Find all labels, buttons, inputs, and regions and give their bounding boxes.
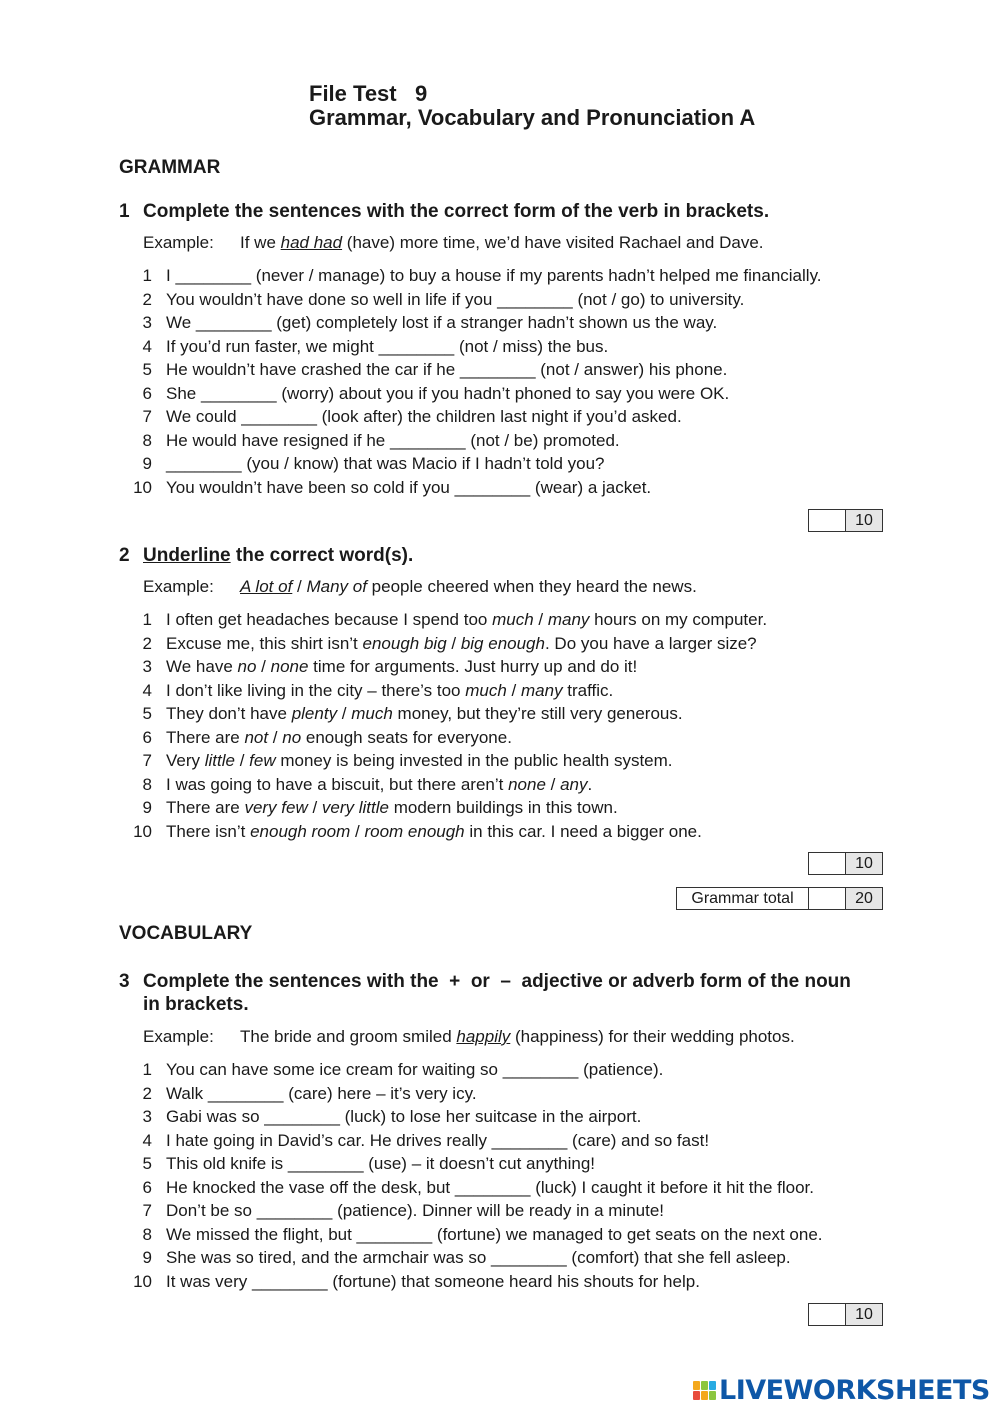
q2-option-separator: / <box>234 751 250 770</box>
q3-score-input[interactable] <box>809 1304 846 1325</box>
q1-item <box>130 405 822 429</box>
q1-example-label: Example: <box>143 233 214 252</box>
q2-option-a[interactable]: no <box>237 657 257 676</box>
q3-item <box>130 1129 823 1153</box>
q2-number: 2 <box>119 545 130 566</box>
grammar-total-max: 20 <box>846 888 882 909</box>
title-line-2: Grammar, Vocabulary and Pronunciation A <box>309 105 756 130</box>
grammar-total-box <box>676 887 883 910</box>
liveworksheets-wordmark: LIVEWORKSHEETS <box>719 1375 990 1406</box>
q2-option-a[interactable]: little <box>204 751 235 770</box>
q2-option-a[interactable]: enough big <box>362 633 447 653</box>
q2-item-post: time for arguments. Just hurry up and do it! <box>308 657 638 676</box>
logo-icon-tile <box>701 1391 708 1400</box>
q1-item-text[interactable]: You wouldn’t have been so cold if you ________ (wear) a jacket. <box>166 477 652 497</box>
q2-item-post: in this car. I need a bigger one. <box>464 821 702 841</box>
q2-item <box>130 702 767 726</box>
q3-item-number: 6 <box>142 1177 152 1197</box>
q2-item-list <box>130 608 767 843</box>
q3-item-text[interactable]: You can have some ice cream for waiting so ________ (patience). <box>166 1060 664 1079</box>
q2-item <box>130 632 767 656</box>
q2-item-number: 10 <box>133 821 152 841</box>
q2-item <box>130 726 767 750</box>
logo-icon-tile <box>693 1391 700 1400</box>
q3-item-text[interactable]: I hate going in David’s car. He drives really ________ (care) and so fast! <box>166 1130 710 1150</box>
q2-item-post: hours on my computer. <box>589 610 768 629</box>
q1-score-max: 10 <box>846 510 882 531</box>
q2-item-number: 3 <box>142 657 152 676</box>
q2-option-a[interactable]: much <box>492 610 534 629</box>
q3-item-text[interactable]: We missed the flight, but ________ (fortune) we managed to get seats on the next one. <box>166 1224 823 1244</box>
q2-item-pre: There are <box>166 727 245 747</box>
q3-item-list <box>130 1058 823 1293</box>
q1-item-number: 4 <box>142 336 152 356</box>
q3-item-number: 8 <box>142 1224 152 1244</box>
q1-item-text[interactable]: He would have resigned if he ________ (not / be) promoted. <box>166 430 620 450</box>
q2-item-post: enough seats for everyone. <box>301 727 512 747</box>
q2-option-separator: / <box>446 633 461 653</box>
logo-icon-tile <box>709 1381 716 1390</box>
q1-example-post: (have) more time, we’d have visited Rachael and Dave. <box>342 233 764 252</box>
logo-icon-tile <box>709 1391 716 1400</box>
q3-item-text[interactable]: Don’t be so ________ (patience). Dinner will be ready in a minute! <box>166 1201 665 1220</box>
q1-item-text[interactable]: We could ________ (look after) the children last night if you’d asked. <box>166 407 682 426</box>
q2-item-number: 8 <box>142 774 152 794</box>
q1-item-number: 2 <box>142 289 152 309</box>
q2-item-pre: Excuse me, this shirt isn’t <box>166 633 363 653</box>
q2-item-pre: They don’t have <box>166 704 292 723</box>
q3-item-text[interactable]: He knocked the vase off the desk, but ________ (luck) I caught it before it hit the floor. <box>166 1177 814 1197</box>
q1-item <box>130 311 822 335</box>
q2-option-separator: / <box>307 798 322 817</box>
q3-example-answer: happily <box>456 1027 511 1046</box>
q3-item-number: 7 <box>142 1201 152 1220</box>
q2-item-number: 7 <box>142 751 152 770</box>
q1-item <box>130 429 822 453</box>
q2-option-a[interactable]: very few <box>244 798 308 817</box>
q1-item-text[interactable]: He wouldn’t have crashed the car if he ________ (not / answer) his phone. <box>166 360 728 379</box>
q2-option-a[interactable]: not <box>244 727 269 747</box>
q2-option-b[interactable]: room enough <box>364 821 465 841</box>
q2-option-b[interactable]: many <box>521 680 563 700</box>
page-title <box>309 82 755 130</box>
q1-score-box <box>808 509 883 532</box>
q2-score-max: 10 <box>846 853 882 874</box>
q3-item-number: 1 <box>142 1060 152 1079</box>
q1-item-list <box>130 264 822 499</box>
q3-number: 3 <box>119 971 130 992</box>
q2-option-separator: / <box>337 704 352 723</box>
q2-item <box>130 820 767 844</box>
q3-item <box>130 1223 823 1247</box>
title-line-1: File Test 9 <box>309 81 428 106</box>
q1-item <box>130 335 822 359</box>
q3-item-text[interactable]: Walk ________ (care) here – it’s very icy. <box>166 1083 477 1103</box>
q3-score-max: 10 <box>846 1304 882 1325</box>
q2-instruction-underlined: Underline <box>143 545 231 566</box>
q2-item-number: 9 <box>142 798 152 817</box>
q3-item-text[interactable]: Gabi was so ________ (luck) to lose her suitcase in the airport. <box>166 1107 642 1126</box>
q1-item-number: 5 <box>142 360 152 379</box>
q1-item <box>130 452 822 476</box>
q2-option-separator: / <box>506 680 521 700</box>
q2-item <box>130 796 767 820</box>
q3-item <box>130 1082 823 1106</box>
q2-example-option-2: Many of <box>306 577 367 596</box>
q2-option-separator: / <box>350 821 365 841</box>
q3-example-label: Example: <box>143 1027 214 1046</box>
q1-item-number: 3 <box>142 313 152 332</box>
q2-item <box>130 749 767 773</box>
q2-option-b[interactable]: few <box>249 751 276 770</box>
q2-option-separator: / <box>545 774 561 794</box>
q1-item-number: 10 <box>133 477 152 497</box>
grammar-total-input[interactable] <box>809 888 846 909</box>
q2-example <box>143 577 697 597</box>
q3-item-text[interactable]: This old knife is ________ (use) – it doesn’t cut anything! <box>166 1154 596 1173</box>
q2-item-number: 6 <box>142 727 152 747</box>
q1-item-number: 8 <box>142 430 152 450</box>
q2-option-b[interactable]: any <box>560 774 588 794</box>
q2-example-label: Example: <box>143 577 214 596</box>
q3-item-number: 5 <box>142 1154 152 1173</box>
liveworksheets-icon <box>693 1381 716 1400</box>
logo-icon-tile <box>693 1381 700 1390</box>
q3-item-number: 9 <box>142 1248 152 1267</box>
q1-item-text[interactable]: She ________ (worry) about you if you hadn’t phoned to say you were OK. <box>166 383 730 403</box>
q2-item-post: traffic. <box>562 680 614 700</box>
q3-example-post: (happiness) for their wedding photos. <box>510 1027 795 1046</box>
q1-item-number: 1 <box>142 266 152 285</box>
q3-item <box>130 1152 823 1176</box>
q2-option-a[interactable]: plenty <box>291 704 338 723</box>
q2-score-input[interactable] <box>809 853 846 874</box>
q2-item-pre: I was going to have a biscuit, but there aren’t <box>166 774 509 794</box>
vocabulary-heading: VOCABULARY <box>119 923 253 944</box>
q2-item <box>130 608 767 632</box>
q2-item-post: modern buildings in this town. <box>388 798 618 817</box>
q3-item-text[interactable]: She was so tired, and the armchair was so ________ (comfort) that she fell asleep. <box>166 1248 791 1267</box>
q1-item <box>130 264 822 288</box>
q2-option-b[interactable]: many <box>547 610 590 629</box>
q3-item <box>130 1270 823 1294</box>
q2-option-b[interactable]: no <box>282 727 302 747</box>
q2-item <box>130 655 767 679</box>
q2-item-pre: There isn’t <box>166 821 251 841</box>
q2-item-post: . Do you have a larger size? <box>544 633 757 653</box>
q2-option-a[interactable]: enough room <box>250 821 351 841</box>
q2-score-box <box>808 852 883 875</box>
q1-item-text[interactable]: I ________ (never / manage) to buy a house if my parents hadn’t helped me financially. <box>166 266 822 285</box>
q1-item-text[interactable]: You wouldn’t have done so well in life if you ________ (not / go) to university. <box>166 289 745 309</box>
q2-item-pre: We have <box>166 657 238 676</box>
q2-item-pre: There are <box>166 798 245 817</box>
q2-option-separator: / <box>533 610 548 629</box>
q2-example-post: people cheered when they heard the news. <box>366 577 697 596</box>
q3-item <box>130 1058 823 1082</box>
q2-item-pre: I often get headaches because I spend too <box>166 610 493 629</box>
q3-item-number: 4 <box>142 1130 152 1150</box>
q3-instruction-text: Complete the sentences with the + or – adjective or adverb form of the noun in brackets. <box>143 971 857 1015</box>
q2-option-a[interactable]: none <box>508 774 546 794</box>
q2-item-number: 5 <box>142 704 152 723</box>
q3-item-number: 3 <box>142 1107 152 1126</box>
q2-item-number: 1 <box>142 610 152 629</box>
q3-item <box>130 1199 823 1223</box>
q1-example-pre: If we <box>240 233 281 252</box>
q3-example <box>143 1027 795 1047</box>
q1-number: 1 <box>119 201 130 222</box>
q3-item <box>130 1105 823 1129</box>
q1-item <box>130 358 822 382</box>
q1-item-number: 7 <box>142 407 152 426</box>
q1-item-number: 6 <box>142 383 152 403</box>
q1-item <box>130 382 822 406</box>
q1-instruction-text: Complete the sentences with the correct form of the verb in brackets. <box>143 201 770 222</box>
q2-item <box>130 773 767 797</box>
q1-example-answer: had had <box>280 233 343 252</box>
q1-instruction <box>119 200 859 223</box>
q2-option-b[interactable]: very little <box>321 798 389 817</box>
q2-item-post: money, but they’re still very generous. <box>392 704 683 723</box>
q2-item-pre: Very <box>166 751 205 770</box>
q3-item <box>130 1246 823 1270</box>
q1-item-text[interactable]: We ________ (get) completely lost if a stranger hadn’t shown us the way. <box>166 313 718 332</box>
q1-item <box>130 476 822 500</box>
q1-item <box>130 288 822 312</box>
q3-item-text[interactable]: It was very ________ (fortune) that someone heard his shouts for help. <box>166 1271 700 1291</box>
q1-example <box>143 233 764 253</box>
q3-item-number: 10 <box>133 1271 152 1291</box>
q2-example-separator: / <box>292 577 307 596</box>
q2-item-post: . <box>587 774 593 794</box>
q2-item <box>130 679 767 703</box>
q1-item-text[interactable]: ________ (you / know) that was Macio if I hadn’t told you? <box>166 454 605 473</box>
q2-item-number: 2 <box>142 633 152 653</box>
q2-item-number: 4 <box>142 680 152 700</box>
q3-instruction <box>119 970 859 1016</box>
liveworksheets-logo <box>693 1375 990 1406</box>
logo-icon-tile <box>701 1381 708 1390</box>
q2-instruction-rest: the correct word(s). <box>230 545 414 566</box>
q2-example-option-1: A lot of <box>240 577 293 596</box>
grammar-total-label: Grammar total <box>677 888 809 909</box>
q2-item-post: money is being invested in the public health system. <box>275 751 673 770</box>
q2-option-a[interactable]: much <box>465 680 507 700</box>
q2-option-b[interactable]: much <box>351 704 393 723</box>
q2-option-separator: / <box>256 657 271 676</box>
q2-item-pre: I don’t like living in the city – there’s too <box>166 680 466 700</box>
q3-item <box>130 1176 823 1200</box>
grammar-heading: GRAMMAR <box>119 157 221 178</box>
q2-option-b[interactable]: big enough <box>460 633 545 653</box>
q3-example-pre: The bride and groom smiled <box>240 1027 457 1046</box>
q1-item-number: 9 <box>142 454 152 473</box>
q2-option-b[interactable]: none <box>270 657 309 676</box>
q3-item-number: 2 <box>142 1083 152 1103</box>
q2-instruction <box>119 544 859 567</box>
q1-score-input[interactable] <box>809 510 846 531</box>
q2-option-separator: / <box>268 727 283 747</box>
q3-score-box <box>808 1303 883 1326</box>
q1-item-text[interactable]: If you’d run faster, we might ________ (not / miss) the bus. <box>166 336 609 356</box>
